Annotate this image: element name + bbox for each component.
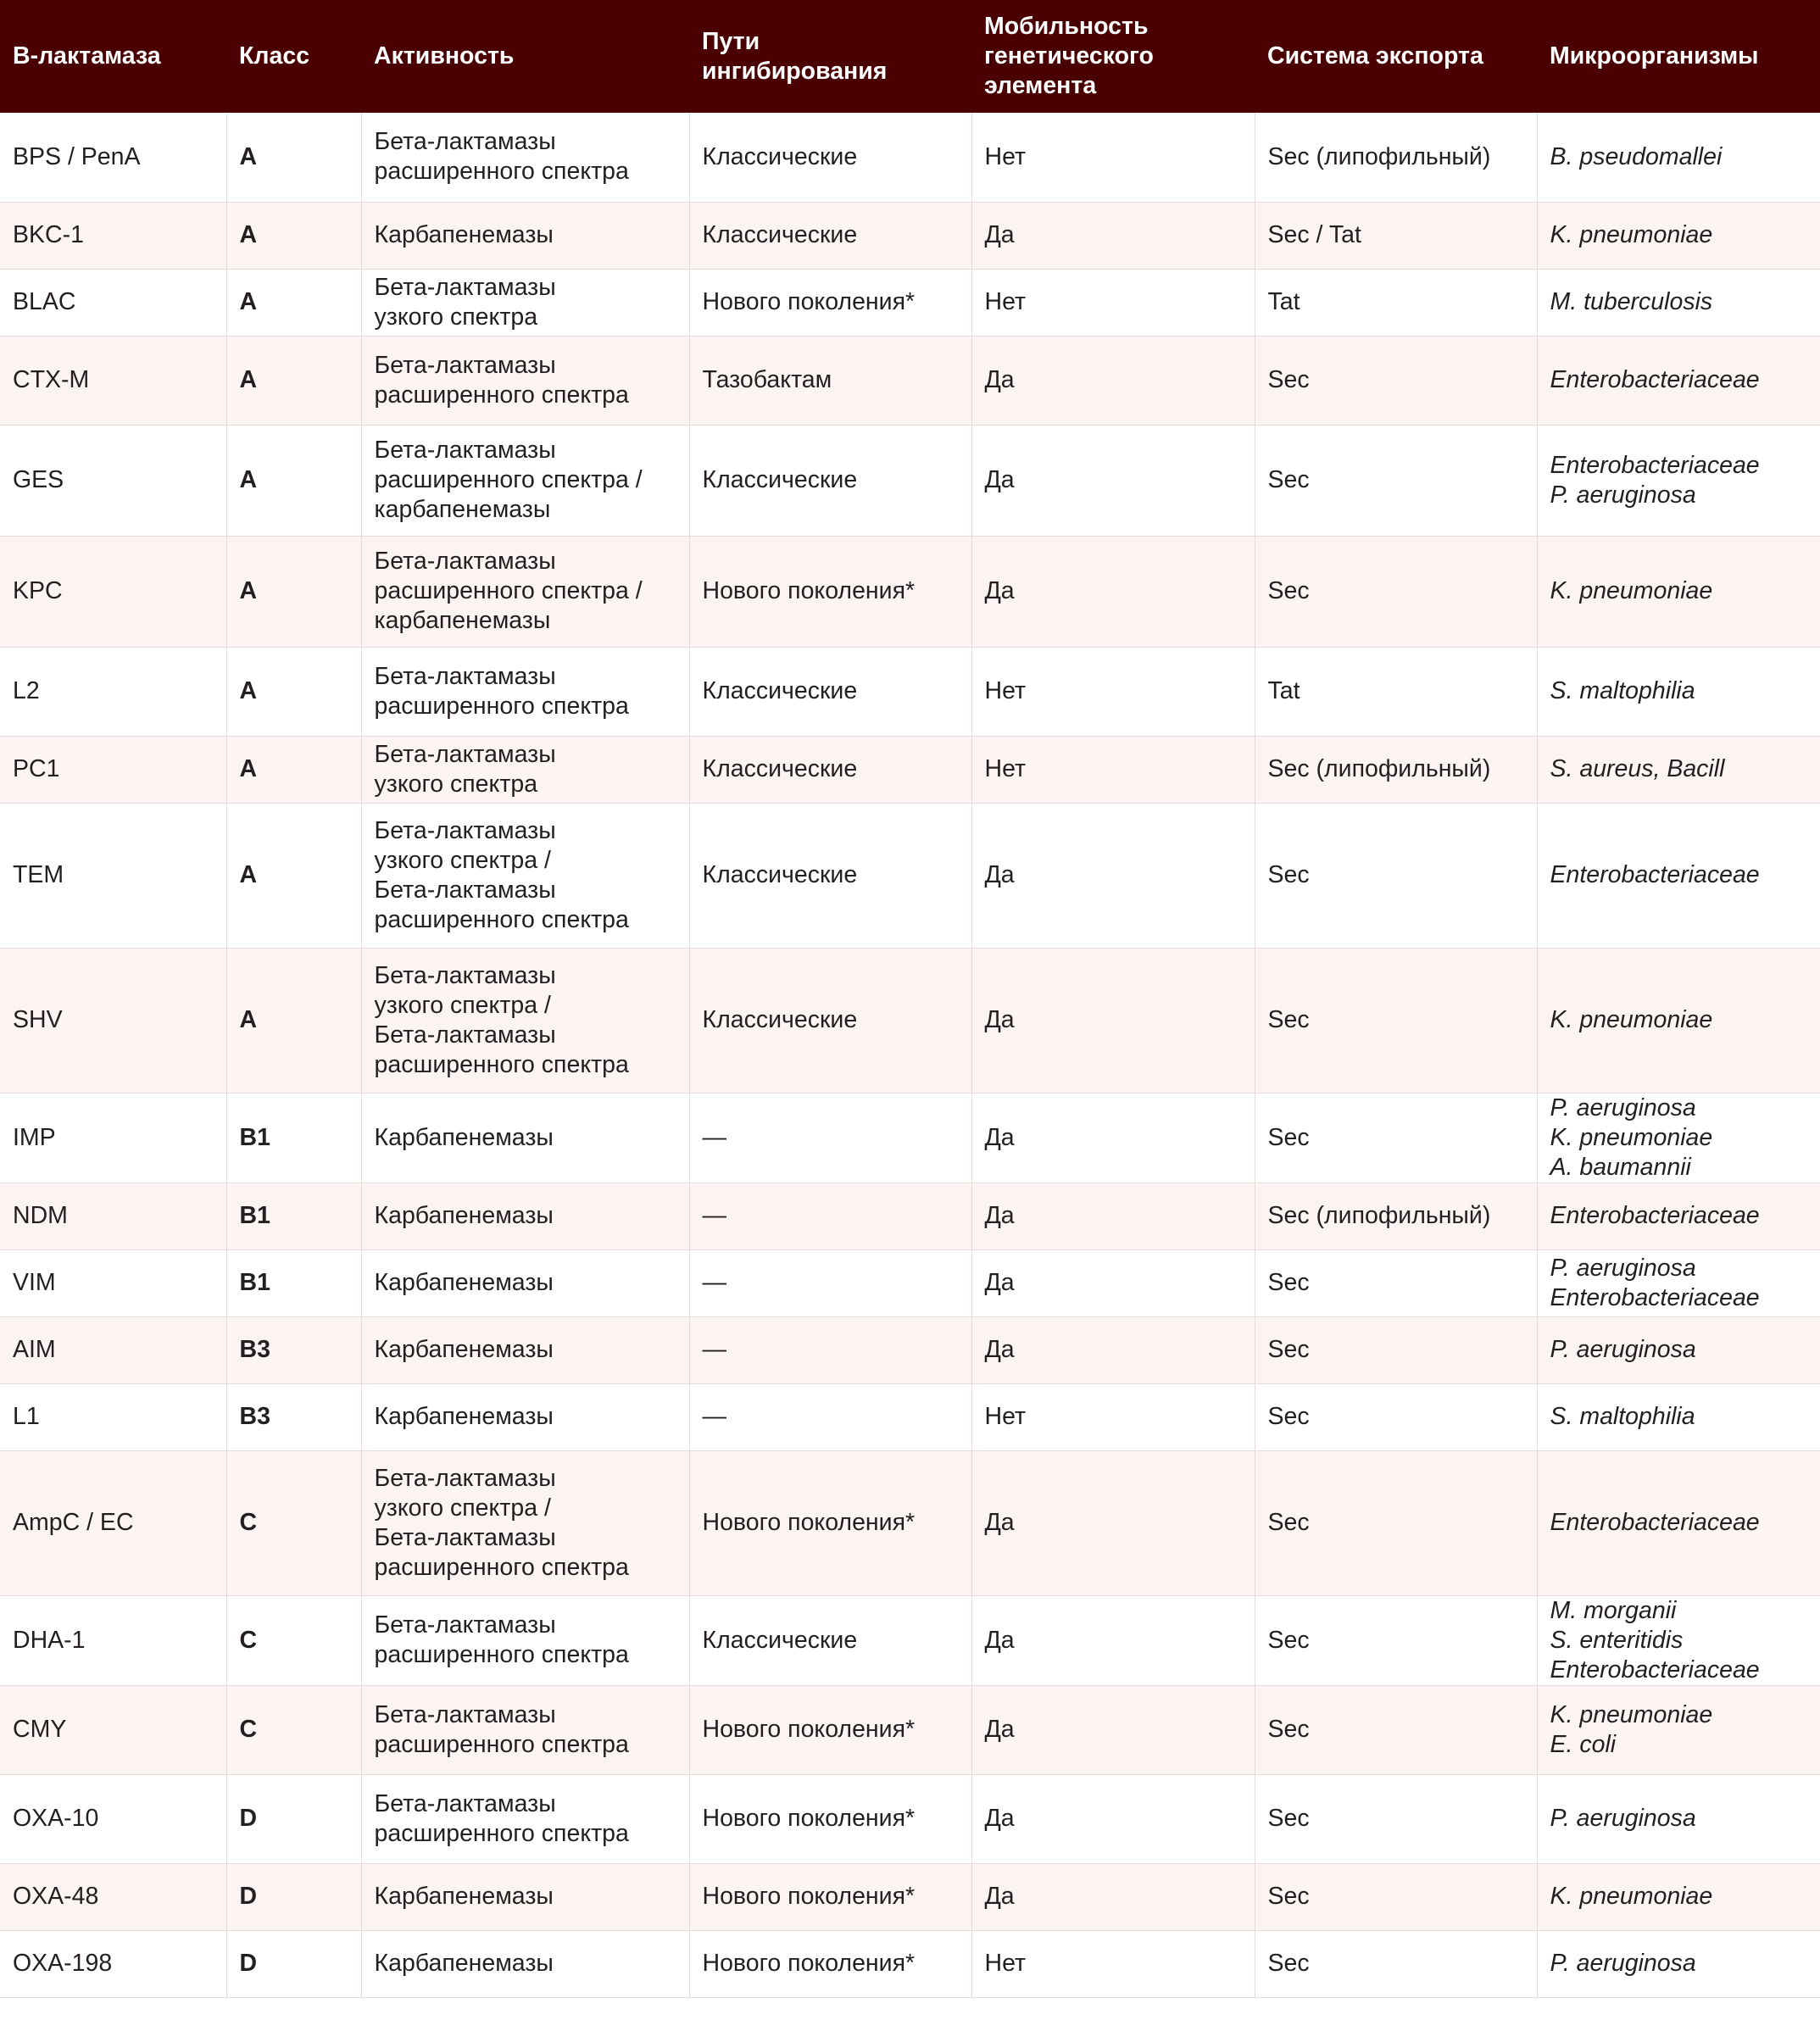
activity-cell-line: узкого спектра — [374, 303, 538, 331]
activity-cell — [361, 1249, 689, 1316]
header-inhibition-line: Пути — [702, 27, 760, 55]
organisms-cell-line: B. pseudomallei — [1550, 142, 1723, 170]
activity-cell-line: Бета-лактамазы — [374, 128, 556, 156]
mobility-cell: Нет — [971, 1930, 1255, 1997]
organisms-cell — [1537, 536, 1820, 647]
organisms-cell-line: S. maltophilia — [1550, 1403, 1695, 1430]
class-cell: D — [226, 1863, 361, 1930]
activity-cell-line: Бета-лактамазы — [374, 662, 556, 690]
organisms-cell-line: P. aeruginosa — [1550, 481, 1696, 509]
activity-cell-line: Карбапенемазы — [374, 1269, 554, 1296]
enzyme-cell: PC1 — [0, 736, 226, 803]
inhibition-cell: Нового поколения* — [689, 1863, 971, 1930]
activity-cell-line: расширенного спектра / — [374, 466, 643, 493]
export-cell: Sec — [1255, 1774, 1537, 1863]
activity-cell — [361, 647, 689, 736]
export-cell: Sec — [1255, 803, 1537, 948]
organisms-cell-line: K. pneumoniae — [1550, 577, 1713, 604]
organisms-cell-line: K. pneumoniae — [1550, 1883, 1713, 1910]
activity-cell-line: Бета-лактамазы — [374, 1789, 556, 1817]
table-row — [0, 1595, 1820, 1685]
enzyme-cell: BLAC — [0, 269, 226, 336]
class-cell: C — [226, 1685, 361, 1774]
mobility-cell: Нет — [971, 269, 1255, 336]
table-row — [0, 536, 1820, 647]
inhibition-cell: — — [689, 1249, 971, 1316]
inhibition-cell: Классические — [689, 1595, 971, 1685]
class-cell: A — [226, 425, 361, 536]
activity-cell-line: расширенного спектра — [374, 158, 629, 186]
activity-cell-line: расширенного спектра — [374, 1730, 629, 1758]
class-cell: C — [226, 1595, 361, 1685]
activity-cell-line: расширенного спектра — [374, 1553, 629, 1581]
inhibition-cell: — — [689, 1383, 971, 1450]
activity-cell-line: Карбапенемазы — [374, 1403, 554, 1430]
organisms-cell — [1537, 1774, 1820, 1863]
table-row — [0, 736, 1820, 803]
export-cell: Sec — [1255, 1249, 1537, 1316]
activity-cell — [361, 1093, 689, 1183]
activity-cell — [361, 1450, 689, 1595]
activity-cell-line: узкого спектра / — [374, 1494, 551, 1522]
inhibition-cell: Нового поколения* — [689, 1930, 971, 1997]
activity-cell-line: Карбапенемазы — [374, 1950, 554, 1977]
mobility-cell: Да — [971, 202, 1255, 269]
class-cell: B1 — [226, 1249, 361, 1316]
enzyme-cell: VIM — [0, 1249, 226, 1316]
mobility-cell: Да — [971, 536, 1255, 647]
organisms-cell-line: Enterobacteriaceae — [1550, 1656, 1760, 1683]
mobility-cell: Нет — [971, 1383, 1255, 1450]
table-row — [0, 803, 1820, 948]
activity-cell-line: узкого спектра / — [374, 846, 551, 874]
organisms-cell — [1537, 647, 1820, 736]
inhibition-cell: Классические — [689, 202, 971, 269]
activity-cell-line: Бета-лактамазы — [374, 1700, 556, 1728]
table-row — [0, 1183, 1820, 1249]
organisms-cell — [1537, 1930, 1820, 1997]
organisms-cell-line: Enterobacteriaceae — [1550, 1283, 1760, 1311]
inhibition-cell: Классические — [689, 113, 971, 202]
organisms-cell — [1537, 269, 1820, 336]
enzyme-cell: IMP — [0, 1093, 226, 1183]
inhibition-cell: Классические — [689, 948, 971, 1093]
table-header-row — [0, 0, 1820, 113]
header-mobility-line: генетического — [984, 42, 1154, 70]
activity-cell-line: Карбапенемазы — [374, 1123, 554, 1151]
organisms-cell — [1537, 803, 1820, 948]
header-mobility-line: элемента — [984, 72, 1097, 99]
organisms-cell-line: E. coli — [1550, 1730, 1617, 1758]
export-cell: Sec — [1255, 1930, 1537, 1997]
organisms-cell — [1537, 948, 1820, 1093]
enzyme-cell: OXA-10 — [0, 1774, 226, 1863]
table-row — [0, 1383, 1820, 1450]
inhibition-cell: Классические — [689, 736, 971, 803]
enzyme-cell: CTX-M — [0, 336, 226, 425]
header-mobility — [971, 0, 1255, 113]
activity-cell — [361, 803, 689, 948]
activity-cell-line: Бета-лактамазы — [374, 961, 556, 989]
activity-cell-line: Бета-лактамазы — [374, 273, 556, 301]
class-cell: A — [226, 803, 361, 948]
enzyme-cell: BPS / PenA — [0, 113, 226, 202]
header-export: Система экспорта — [1255, 0, 1537, 113]
export-cell: Sec — [1255, 1383, 1537, 1450]
class-cell: B1 — [226, 1183, 361, 1249]
enzyme-cell: AIM — [0, 1316, 226, 1383]
class-cell: A — [226, 536, 361, 647]
mobility-cell: Да — [971, 1450, 1255, 1595]
mobility-cell: Да — [971, 1316, 1255, 1383]
class-cell: B3 — [226, 1383, 361, 1450]
activity-cell-line: расширенного спектра — [374, 1641, 629, 1668]
activity-cell — [361, 1930, 689, 1997]
organisms-cell-line: Enterobacteriaceae — [1550, 451, 1760, 479]
mobility-cell: Нет — [971, 736, 1255, 803]
organisms-cell-line: P. aeruginosa — [1550, 1254, 1696, 1282]
export-cell: Sec — [1255, 336, 1537, 425]
table-row — [0, 948, 1820, 1093]
inhibition-cell: Нового поколения* — [689, 1774, 971, 1863]
table-row — [0, 1685, 1820, 1774]
activity-cell-line: Карбапенемазы — [374, 1336, 554, 1363]
organisms-cell-line: K. pneumoniae — [1550, 1700, 1713, 1728]
activity-cell-line: карбапенемазы — [374, 496, 551, 523]
class-cell: A — [226, 647, 361, 736]
mobility-cell: Да — [971, 336, 1255, 425]
activity-cell — [361, 1316, 689, 1383]
organisms-cell — [1537, 113, 1820, 202]
table-body — [0, 113, 1820, 1997]
enzyme-cell: SHV — [0, 948, 226, 1093]
activity-cell — [361, 1774, 689, 1863]
table-row — [0, 647, 1820, 736]
activity-cell — [361, 202, 689, 269]
activity-cell — [361, 948, 689, 1093]
class-cell: D — [226, 1930, 361, 1997]
organisms-cell-line: P. aeruginosa — [1550, 1805, 1696, 1832]
activity-cell-line: Бета-лактамазы — [374, 1611, 556, 1639]
mobility-cell: Да — [971, 1595, 1255, 1685]
enzyme-cell: KPC — [0, 536, 226, 647]
activity-cell-line: расширенного спектра — [374, 1050, 629, 1078]
activity-cell — [361, 736, 689, 803]
activity-cell-line: расширенного спектра — [374, 905, 629, 933]
table-row — [0, 336, 1820, 425]
activity-cell — [361, 1685, 689, 1774]
table-row — [0, 202, 1820, 269]
organisms-cell-line: S. maltophilia — [1550, 677, 1695, 704]
class-cell: A — [226, 736, 361, 803]
activity-cell-line: расширенного спектра — [374, 692, 629, 720]
mobility-cell: Да — [971, 1863, 1255, 1930]
activity-cell-line: Бета-лактамазы — [374, 876, 556, 904]
organisms-cell — [1537, 1383, 1820, 1450]
organisms-cell-line: Enterobacteriaceae — [1550, 861, 1760, 888]
enzyme-cell: L2 — [0, 647, 226, 736]
table-row — [0, 1863, 1820, 1930]
organisms-cell-line: Enterobacteriaceae — [1550, 366, 1760, 393]
inhibition-cell: — — [689, 1183, 971, 1249]
mobility-cell: Да — [971, 1774, 1255, 1863]
organisms-cell — [1537, 202, 1820, 269]
enzyme-cell: NDM — [0, 1183, 226, 1249]
activity-cell-line: Бета-лактамазы — [374, 816, 556, 844]
export-cell: Sec — [1255, 1093, 1537, 1183]
class-cell: A — [226, 269, 361, 336]
export-cell: Sec — [1255, 536, 1537, 647]
enzyme-cell: CMY — [0, 1685, 226, 1774]
organisms-cell-line: K. pneumoniae — [1550, 1006, 1713, 1033]
organisms-cell-line: K. pneumoniae — [1550, 221, 1713, 248]
organisms-cell — [1537, 1093, 1820, 1183]
header-inhibition — [689, 0, 971, 113]
organisms-cell-line: S. enteritidis — [1550, 1626, 1684, 1654]
inhibition-cell: Нового поколения* — [689, 1685, 971, 1774]
class-cell: D — [226, 1774, 361, 1863]
enzyme-cell: TEM — [0, 803, 226, 948]
organisms-cell — [1537, 425, 1820, 536]
inhibition-cell: Нового поколения* — [689, 1450, 971, 1595]
inhibition-cell: Классические — [689, 425, 971, 536]
inhibition-cell: — — [689, 1316, 971, 1383]
organisms-cell-line: M. morganii — [1550, 1596, 1677, 1624]
table-row — [0, 1930, 1820, 1997]
activity-cell — [361, 113, 689, 202]
activity-cell — [361, 425, 689, 536]
organisms-cell-line: A. baumannii — [1550, 1153, 1691, 1181]
table-row — [0, 1450, 1820, 1595]
activity-cell — [361, 1595, 689, 1685]
mobility-cell: Да — [971, 1183, 1255, 1249]
table-row — [0, 113, 1820, 202]
activity-cell — [361, 1383, 689, 1450]
activity-cell-line: Бета-лактамазы — [374, 548, 556, 575]
activity-cell-line: расширенного спектра — [374, 1819, 629, 1847]
table-row — [0, 1774, 1820, 1863]
activity-cell-line: Бета-лактамазы — [374, 1464, 556, 1492]
class-cell: C — [226, 1450, 361, 1595]
export-cell: Tat — [1255, 269, 1537, 336]
activity-cell-line: узкого спектра / — [374, 991, 551, 1019]
organisms-cell — [1537, 1183, 1820, 1249]
enzyme-cell: GES — [0, 425, 226, 536]
table-row — [0, 269, 1820, 336]
export-cell: Sec — [1255, 425, 1537, 536]
table-row — [0, 1093, 1820, 1183]
mobility-cell: Нет — [971, 647, 1255, 736]
inhibition-cell: Нового поколения* — [689, 269, 971, 336]
export-cell: Sec — [1255, 948, 1537, 1093]
class-cell: A — [226, 113, 361, 202]
activity-cell-line: Бета-лактамазы — [374, 1523, 556, 1551]
mobility-cell: Да — [971, 803, 1255, 948]
table-row — [0, 425, 1820, 536]
enzyme-cell: BKC-1 — [0, 202, 226, 269]
organisms-cell — [1537, 1249, 1820, 1316]
organisms-cell-line: S. aureus, Bacill — [1550, 755, 1725, 782]
activity-cell-line: Бета-лактамазы — [374, 437, 556, 464]
mobility-cell: Да — [971, 1685, 1255, 1774]
header-enzyme: B-лактамаза — [0, 0, 226, 113]
organisms-cell-line: M. tuberculosis — [1550, 288, 1713, 315]
activity-cell-line: Бета-лактамазы — [374, 740, 556, 768]
export-cell: Sec (липофильный) — [1255, 736, 1537, 803]
header-class: Класс — [226, 0, 361, 113]
header-inhibition-line: ингибирования — [702, 57, 888, 85]
export-cell: Sec — [1255, 1450, 1537, 1595]
inhibition-cell: Нового поколения* — [689, 536, 971, 647]
table-row — [0, 1249, 1820, 1316]
enzyme-cell: OXA-48 — [0, 1863, 226, 1930]
mobility-cell: Да — [971, 948, 1255, 1093]
activity-cell-line: расширенного спектра — [374, 381, 629, 409]
enzyme-cell: OXA-198 — [0, 1930, 226, 1997]
export-cell: Sec — [1255, 1316, 1537, 1383]
mobility-cell: Да — [971, 1093, 1255, 1183]
organisms-cell — [1537, 1863, 1820, 1930]
export-cell: Sec (липофильный) — [1255, 1183, 1537, 1249]
export-cell: Tat — [1255, 647, 1537, 736]
inhibition-cell: Классические — [689, 647, 971, 736]
enzyme-cell: AmpC / EC — [0, 1450, 226, 1595]
export-cell: Sec (липофильный) — [1255, 113, 1537, 202]
activity-cell-line: Карбапенемазы — [374, 221, 554, 248]
mobility-cell: Да — [971, 1249, 1255, 1316]
activity-cell — [361, 536, 689, 647]
organisms-cell-line: P. aeruginosa — [1550, 1093, 1696, 1121]
export-cell: Sec / Tat — [1255, 202, 1537, 269]
organisms-cell — [1537, 1450, 1820, 1595]
activity-cell-line: карбапенемазы — [374, 607, 551, 634]
enzyme-cell: DHA-1 — [0, 1595, 226, 1685]
table-row — [0, 1316, 1820, 1383]
header-activity: Активность — [361, 0, 689, 113]
organisms-cell — [1537, 1595, 1820, 1685]
class-cell: A — [226, 336, 361, 425]
inhibition-cell: Тазобактам — [689, 336, 971, 425]
organisms-cell-line: Enterobacteriaceae — [1550, 1509, 1760, 1536]
activity-cell — [361, 1183, 689, 1249]
enzyme-cell: L1 — [0, 1383, 226, 1450]
organisms-cell-line: Enterobacteriaceae — [1550, 1202, 1760, 1229]
activity-cell — [361, 336, 689, 425]
inhibition-cell: — — [689, 1093, 971, 1183]
export-cell: Sec — [1255, 1863, 1537, 1930]
organisms-cell — [1537, 736, 1820, 803]
activity-cell-line: Карбапенемазы — [374, 1202, 554, 1229]
organisms-cell-line: P. aeruginosa — [1550, 1336, 1696, 1363]
header-mobility-line: Мобильность — [984, 13, 1149, 40]
activity-cell-line: Бета-лактамазы — [374, 1021, 556, 1049]
export-cell: Sec — [1255, 1595, 1537, 1685]
activity-cell-line: расширенного спектра / — [374, 577, 643, 604]
activity-cell-line: узкого спектра — [374, 770, 538, 798]
class-cell: B1 — [226, 1093, 361, 1183]
organisms-cell — [1537, 1685, 1820, 1774]
class-cell: A — [226, 948, 361, 1093]
mobility-cell: Нет — [971, 113, 1255, 202]
class-cell: B3 — [226, 1316, 361, 1383]
header-organisms: Микроорганизмы — [1537, 0, 1820, 113]
export-cell: Sec — [1255, 1685, 1537, 1774]
activity-cell-line: Карбапенемазы — [374, 1883, 554, 1910]
organisms-cell-line: K. pneumoniae — [1550, 1123, 1713, 1151]
class-cell: A — [226, 202, 361, 269]
organisms-cell-line: P. aeruginosa — [1550, 1950, 1696, 1977]
activity-cell — [361, 1863, 689, 1930]
organisms-cell — [1537, 1316, 1820, 1383]
organisms-cell — [1537, 336, 1820, 425]
activity-cell — [361, 269, 689, 336]
activity-cell-line: Бета-лактамазы — [374, 351, 556, 379]
inhibition-cell: Классические — [689, 803, 971, 948]
mobility-cell: Да — [971, 425, 1255, 536]
